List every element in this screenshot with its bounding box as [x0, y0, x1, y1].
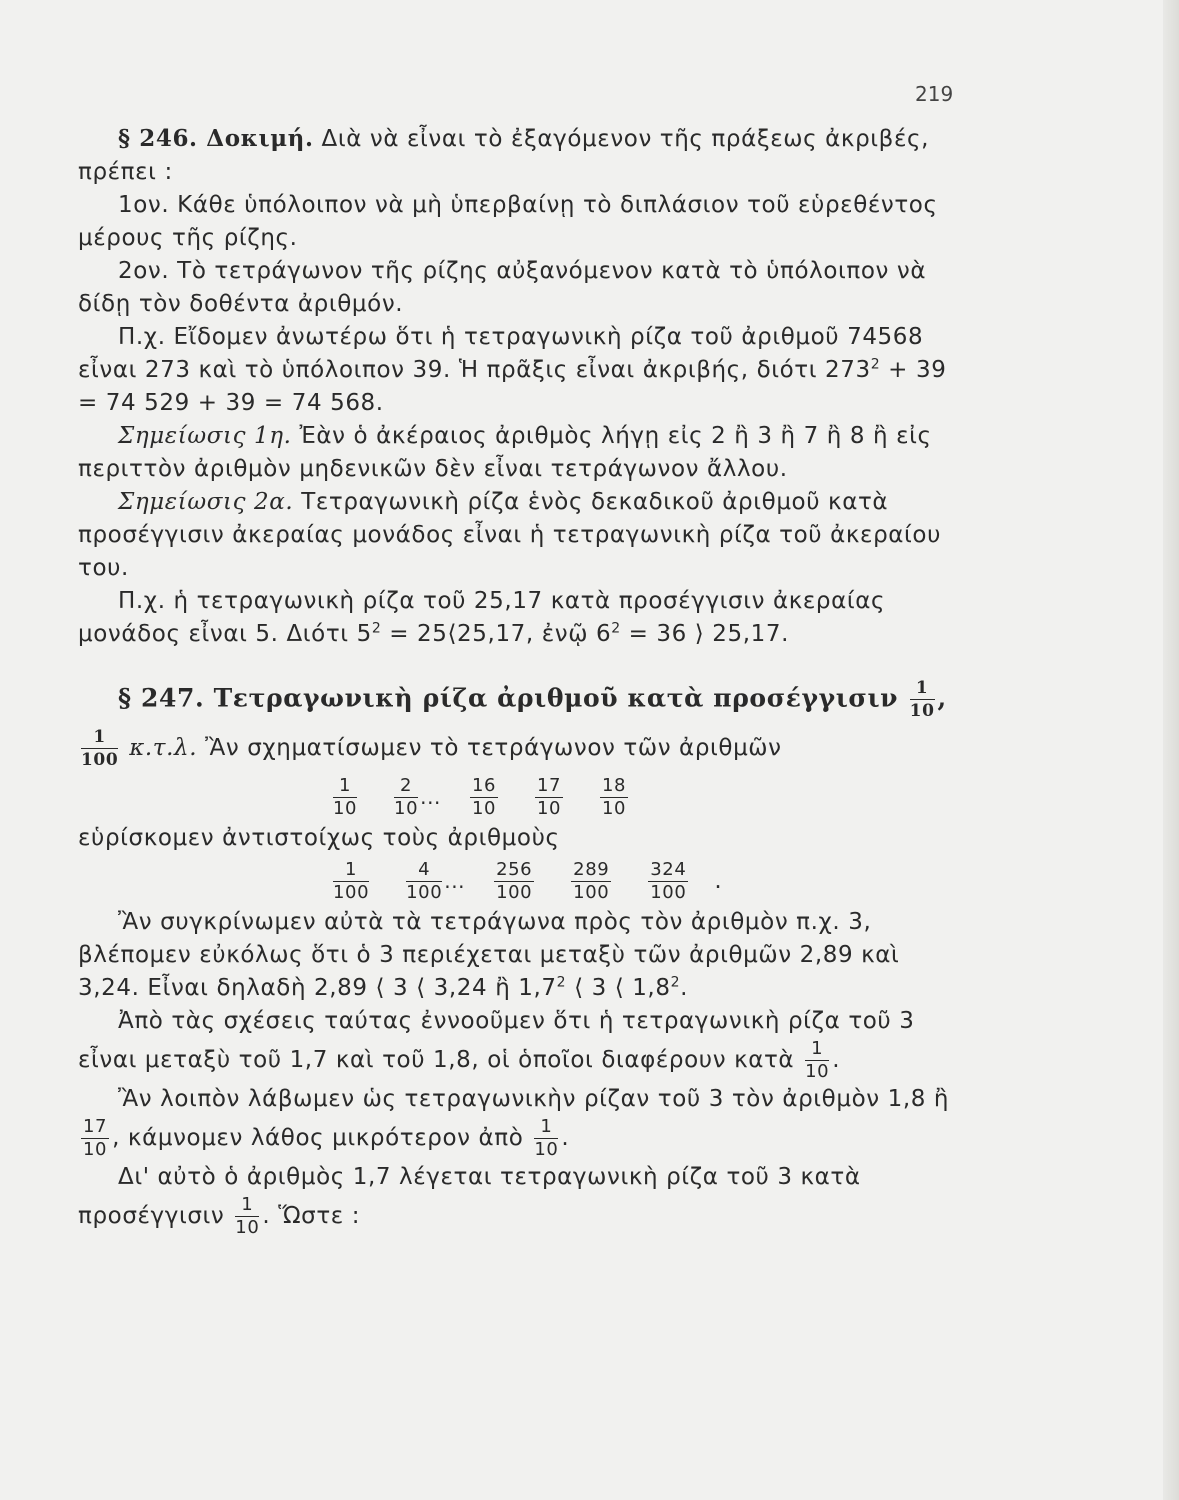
fraction: $\frac{324}{100}$: [650, 859, 687, 903]
fraction: $\frac{16}{10}$: [471, 775, 497, 819]
page-body: [78, 122, 958, 1239]
fraction: $\frac{17}{10}$: [83, 1116, 108, 1160]
fraction: $\frac{289}{100}$: [573, 859, 610, 903]
fraction: $\frac{2}{10}$: [394, 775, 419, 819]
example-74568: Π.χ. Εἴδομεν ἀνωτέρω ὅτι ἡ τετραγωνικὴ ρίζα τοῦ ἀριθμοῦ 74568 εἶναι 273 καὶ τὸ ὑπόλοιπον 39. Ἡ πρᾶξις εἶναι ἀκριβής, διότι $273^2 + 39 = 74$ 529 + 39 = 74 568.: [78, 324, 947, 416]
rule-2: 2ον. Τὸ τετράγωνον τῆς ρίζης αὐξανόμενον κατὰ τὸ ὑπόλοιπον νὰ δίδῃ τὸν δοθέντα ἀριθμόν.: [78, 258, 927, 317]
fraction: $\frac{18}{10}$: [602, 775, 627, 819]
fraction: $\frac{1}{10}$: [333, 775, 358, 819]
section-247-heading-line: § 247. Τετραγωνικὴ ρίζα ἀριθμοῦ κατὰ προσέγγισιν $\frac{1}{10}$ ,: [118, 678, 947, 721]
fraction: $\frac{1}{10}$: [534, 1116, 559, 1160]
fraction: $\frac{256}{100}$: [496, 859, 533, 903]
fraction: $\frac{1}{10}$: [235, 1194, 260, 1238]
fraction: $\frac{17}{10}$: [536, 775, 562, 819]
fraction: $\frac{1}{10}$: [805, 1038, 830, 1082]
section-247-intro: $\frac{1}{100}$ κ.τ.λ. Ἂν σχηματίσωμεν τὸ τετράγωνον τῶν ἀριθμῶν: [81, 727, 782, 770]
note-2-label: Σημείωσις 2α.: [118, 489, 294, 515]
compare-paragraph: Ἂν συγκρίνωμεν αὐτὰ τὰ τετράγωνα πρὸς τὸν ἀριθμὸν π.χ. 3, βλέπομεν εὐκόλως ὅτι ὁ 3 περιέχεται μεταξὺ τῶν ἀριθμῶν 2,89 καὶ 3,24. Εἶναι δηλαδὴ 2,89 ⟨ 3 ⟨ 3,24 ἢ $1,7^2$ ⟨ 3 ⟨ $1,8^2$.: [78, 909, 900, 1001]
heading-fraction-1-10: $\frac{1}{10}$: [909, 678, 935, 721]
take-paragraph: Ἂν λοιπὸν λάβωμεν ὡς τετραγωνικὴν ρίζαν τοῦ 3 τὸν ἀριθμὸν 1,8 ἢ $\frac{17}{10}$ , κάμνομεν λάθος μικρότερον ἀπὸ $\frac{1}{10}$ .: [83, 1086, 950, 1160]
heading-fraction-1-100: $\frac{1}{100}$: [81, 727, 119, 770]
rule-1: 1ον. Κάθε ὑπόλοιπον νὰ μὴ ὑπερβαίνῃ τὸ διπλάσιον τοῦ εὑρεθέντος μέρους τῆς ρίζης.: [78, 192, 938, 251]
relation-paragraph: Ἀπὸ τὰς σχέσεις ταύτας ἐννοοῦμεν ὅτι ἡ τετραγωνικὴ ρίζα τοῦ 3 εἶναι μεταξὺ τοῦ 1,7 καὶ τοῦ 1,8, οἱ ὁποῖοι διαφέρουν κατὰ $\frac{1}{10}$ .: [78, 1008, 915, 1082]
fraction-row-tenths: $\frac{1}{10}$ $\frac{2}{10}$ ... $\frac{16}{10}$ $\frac{17}{10}$ $\frac{18}{10}$: [333, 775, 627, 819]
section-246-heading: § 246. Δοκιμή.: [118, 125, 314, 152]
find-text: εὑρίσκομεν ἀντιστοίχως τοὺς ἀριθμοὺς: [78, 825, 560, 851]
section-247-heading: § 247. Τετραγωνικὴ ρίζα ἀριθμοῦ κατὰ προσέγγισιν: [118, 683, 899, 713]
fraction: $\frac{4}{100}$: [406, 859, 443, 903]
page-number: 219: [915, 82, 954, 106]
fraction: $\frac{1}{100}$: [333, 859, 370, 903]
note-1: Σημείωσις 1η. Ἐὰν ὁ ἀκέραιος ἀριθμὸς λήγῃ εἰς 2 ἢ 3 ἢ 7 ἢ 8 ἢ εἰς περιττὸν ἀριθμὸν μηδενικῶν δὲν εἶναι τετράγωνον ἄλλου.: [78, 423, 932, 482]
note-2: Σημείωσις 2α. Τετραγωνικὴ ρίζα ἑνὸς δεκαδικοῦ ἀριθμοῦ κατὰ προσέγγισιν ἀκεραίας μονάδος εἶναι ἡ τετραγωνικὴ ρίζα τοῦ ἀκεραίου του.: [78, 489, 941, 581]
final-paragraph: Δι' αὐτὸ ὁ ἀριθμὸς 1,7 λέγεται τετραγωνικὴ ρίζα τοῦ 3 κατὰ προσέγγισιν $\frac{1}{10}$ . Ὥστε :: [78, 1164, 861, 1238]
note-1-label: Σημείωσις 1η.: [118, 423, 292, 449]
example-25-17: Π.χ. ἡ τετραγωνικὴ ρίζα τοῦ 25,17 κατὰ προσέγγισιν ἀκεραίας μονάδος εἶναι 5. Διότι $5^2$ = 25⟨25,17, ἐνῷ $6^2 = 36$ ⟩ 25,17.: [78, 588, 886, 647]
fraction-row-hundredths: $\frac{1}{100}$ $\frac{4}{100}$ ... $\frac{256}{100}$ $\frac{289}{100}$ $\frac{324}{100}$ .: [333, 859, 723, 903]
section-246-intro: § 246. Δοκιμή. Διὰ νὰ εἶναι τὸ ἐξαγόμενον τῆς πράξεως ἀκριβές, πρέπει :: [78, 125, 929, 185]
page-edge: [1163, 0, 1179, 1500]
